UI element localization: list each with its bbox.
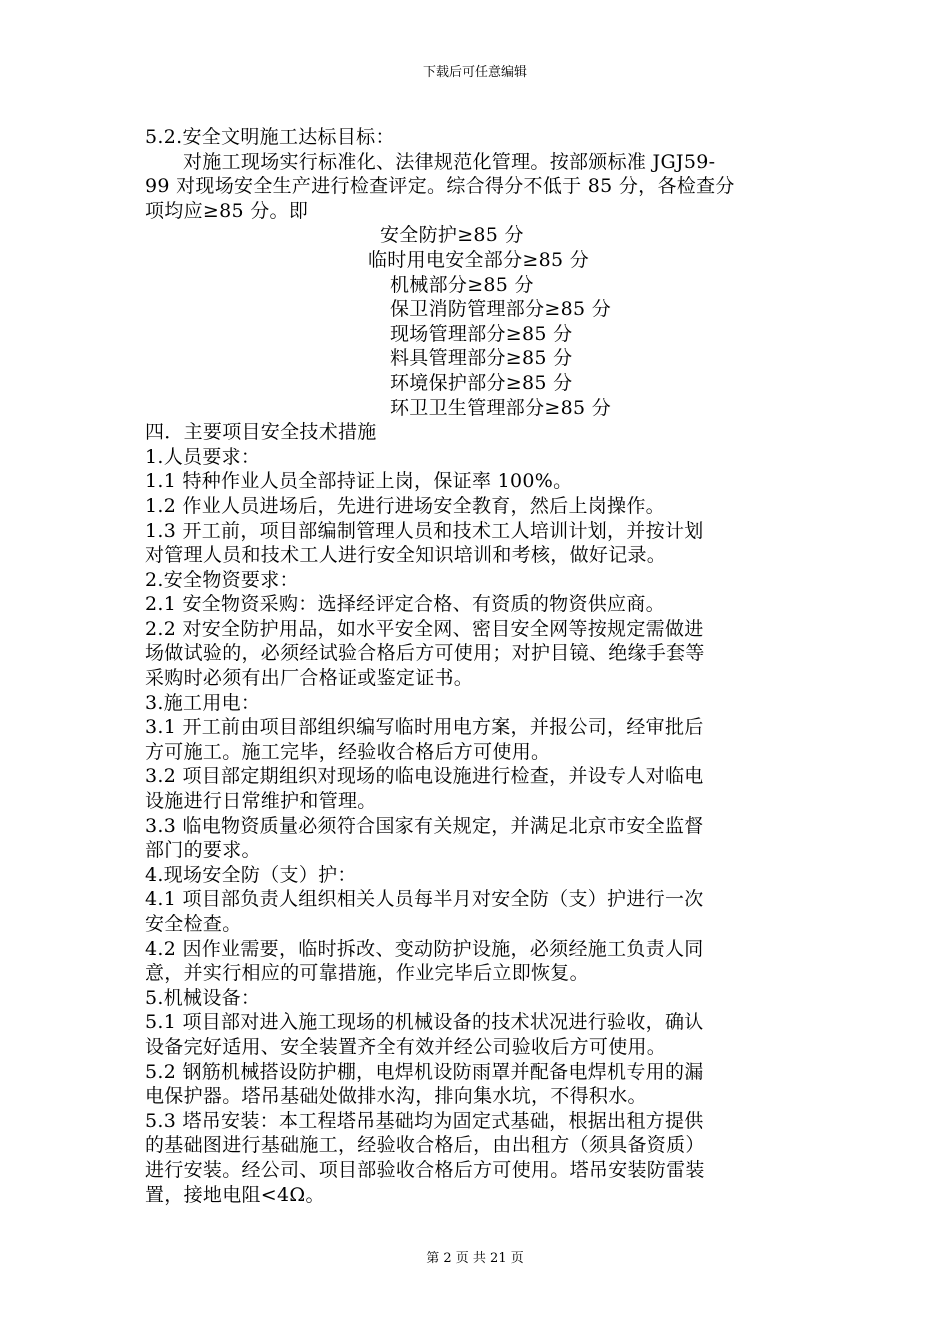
document-body <box>145 125 815 1207</box>
paragraph-line: 4.1 项目部负责人组织相关人员每半月对安全防（支）护进行一次 <box>145 888 704 911</box>
paragraph-line: 5.1 项目部对进入施工现场的机械设备的技术状况进行验收，确认 <box>145 1011 704 1034</box>
paragraph-line: 电保护器。塔吊基础处做排水沟，排向集水坑，不得积水。 <box>145 1085 647 1108</box>
score-item: 环卫卫生管理部分≥85 分 <box>390 396 612 419</box>
paragraph-line: 1.2 作业人员进场后，先进行进场安全教育，然后上岗操作。 <box>145 494 665 517</box>
paragraph-line: 部门的要求。 <box>145 839 261 862</box>
paragraph-line: 场做试验的，必须经试验合格后方可使用；对护目镜、绝缘手套等 <box>145 642 705 665</box>
paragraph-line: 安全检查。 <box>145 913 242 935</box>
page-header: 下载后可任意编辑 <box>422 65 527 80</box>
paragraph-line: 99 对现场安全生产进行检查评定。综合得分不低于 85 分，各检查分 <box>145 175 735 198</box>
paragraph-line: 置，接地电阻<4Ω。 <box>145 1183 325 1206</box>
score-item: 机械部分≥85 分 <box>390 273 534 296</box>
paragraph-line: 对施工现场实行标准化、法律规范化管理。按部颁标准 JGJ59- <box>183 150 716 173</box>
paragraph-line: 设备完好适用、安全装置齐全有效并经公司验收后方可使用。 <box>145 1035 667 1058</box>
score-item: 安全防护≥85 分 <box>380 224 524 247</box>
paragraph-line: 进行安装。经公司、项目部验收合格后方可使用。塔吊安装防雷装 <box>145 1158 705 1181</box>
paragraph-line: 4.2 因作业需要，临时拆改、变动防护设施，必须经施工负责人同 <box>145 937 704 960</box>
paragraph-line: 采购时必须有出厂合格证或鉴定证书。 <box>145 667 474 690</box>
paragraph-line: 3.2 项目部定期组织对现场的临电设施进行检查，并设专人对临电 <box>145 765 704 788</box>
paragraph-line: 3.1 开工前由项目部组织编写临时用电方案，并报公司，经审批后 <box>145 716 704 739</box>
paragraph-line: 设施进行日常维护和管理。 <box>145 790 377 813</box>
score-item: 料具管理部分≥85 分 <box>390 347 573 370</box>
paragraph-line: 5.2 钢筋机械搭设防护棚，电焊机设防雨罩并配备电焊机专用的漏 <box>145 1060 704 1083</box>
paragraph-line: 1.3 开工前，项目部编制管理人员和技术工人培训计划，并按计划 <box>145 519 704 542</box>
subsection-heading: 3.施工用电： <box>145 691 261 714</box>
section-heading: 5.2.安全文明施工达标目标： <box>145 126 395 148</box>
score-item: 环境保护部分≥85 分 <box>390 371 573 394</box>
paragraph-line: 方可施工。施工完毕，经验收合格后方可使用。 <box>145 740 551 763</box>
subsection-heading: 4.现场安全防（支）护： <box>145 863 357 886</box>
paragraph-line: 1.1 特种作业人员全部持证上岗，保证率 100%。 <box>145 470 573 493</box>
paragraph-line: 2.2 对安全防护用品，如水平安全网、密目安全网等按规定需做进 <box>145 617 704 640</box>
subsection-heading: 1.人员要求： <box>145 445 261 468</box>
paragraph-line: 2.1 安全物资采购：选择经评定合格、有资质的物资供应商。 <box>145 593 665 616</box>
score-item: 临时用电安全部分≥85 分 <box>368 248 590 271</box>
paragraph-line: 5.3 塔吊安装：本工程塔吊基础均为固定式基础，根据出租方提供 <box>145 1109 704 1132</box>
paragraph-line: 意，并实行相应的可靠措施，作业完毕后立即恢复。 <box>145 962 589 985</box>
subsection-heading: 5.机械设备： <box>145 986 261 1009</box>
paragraph-line: 项均应≥85 分。即 <box>145 199 309 222</box>
score-item: 保卫消防管理部分≥85 分 <box>390 298 612 321</box>
paragraph-line: 的基础图进行基础施工，经验收合格后，由出租方（须具备资质） <box>145 1134 705 1157</box>
subsection-heading: 2.安全物资要求： <box>145 568 299 591</box>
paragraph-line: 对管理人员和技术工人进行安全知识培训和考核，做好记录。 <box>145 544 667 567</box>
score-item: 现场管理部分≥85 分 <box>390 322 573 345</box>
paragraph-line: 3.3 临电物资质量必须符合国家有关规定，并满足北京市安全监督 <box>145 814 704 837</box>
page-footer: 第 2 页 共 21 页 <box>426 1251 524 1266</box>
section-heading: 四．主要项目安全技术措施 <box>145 421 377 444</box>
